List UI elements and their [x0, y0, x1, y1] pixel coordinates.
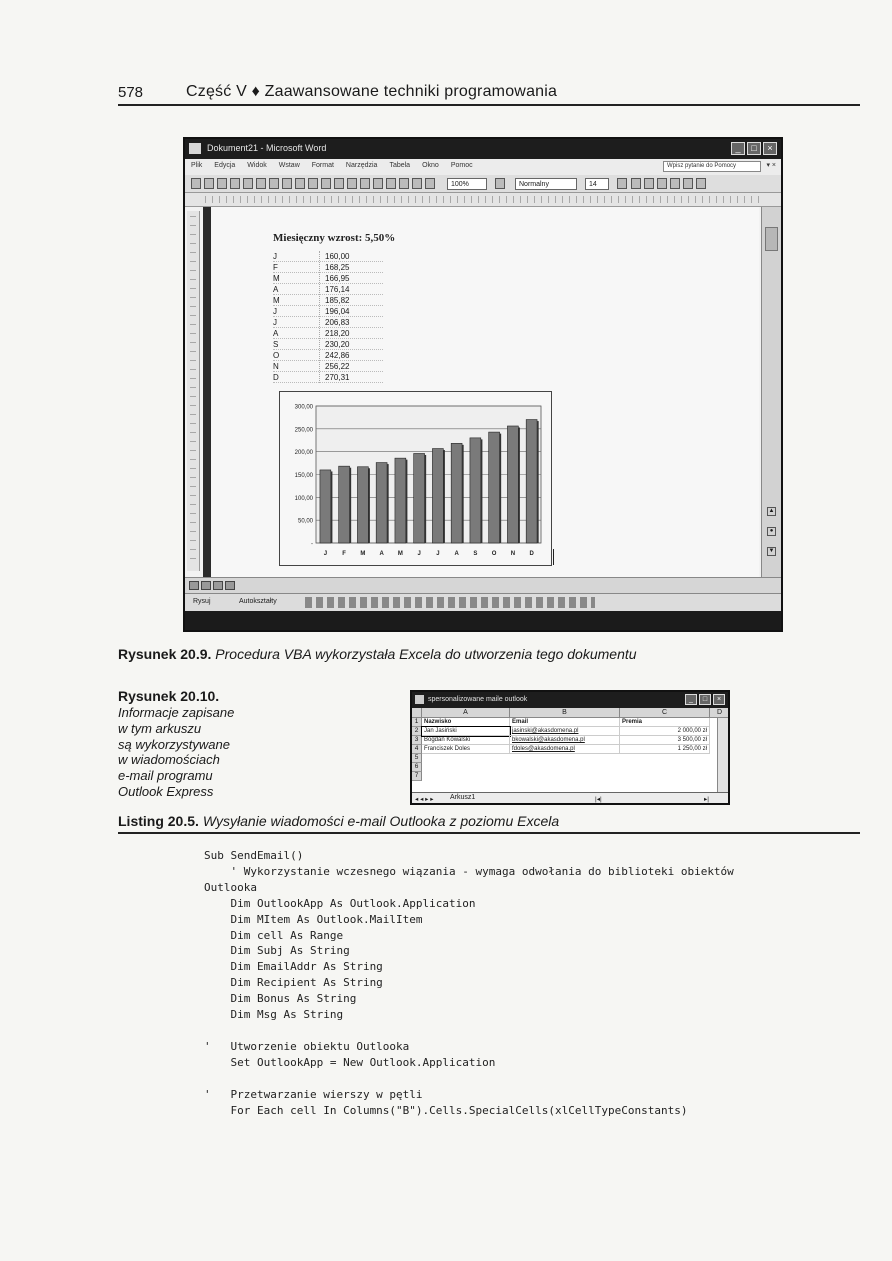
bar-shadow: [500, 434, 502, 543]
code-line: ' Przetwarzanie wierszy w pętli: [204, 1087, 423, 1101]
new-document-icon[interactable]: [191, 178, 201, 189]
normal-view-icon[interactable]: [189, 581, 199, 590]
month-value: 256,22: [325, 362, 350, 371]
x-tick-label: M: [360, 551, 366, 557]
y-tick-label: 50,00: [297, 518, 313, 525]
month-value: 270,31: [325, 373, 350, 382]
bar: [320, 470, 331, 543]
excel-window-title: spersonalizowane maile outlook: [428, 696, 528, 703]
scrollbar-thumb[interactable]: [765, 227, 778, 251]
menu-pomoc[interactable]: Pomoc: [450, 162, 473, 169]
word-window-screenshot: [183, 137, 783, 632]
code-line: Outlooka: [204, 880, 257, 894]
horizontal-ruler[interactable]: [185, 193, 781, 207]
month-value: 185,82: [325, 296, 350, 305]
document-area: [185, 207, 781, 577]
copy-icon[interactable]: [321, 178, 331, 189]
bar-shadow: [481, 439, 483, 543]
text-cursor: [553, 549, 554, 565]
month-value: 196,04: [325, 307, 350, 316]
row-header[interactable]: 7: [412, 772, 422, 781]
month-label: D: [273, 373, 279, 382]
research-icon[interactable]: [295, 178, 305, 189]
menu-okno[interactable]: Okno: [422, 162, 439, 169]
bar: [507, 426, 518, 543]
word-toolbar: [185, 175, 781, 193]
listing-title: [118, 813, 860, 834]
close-icon[interactable]: ×: [713, 694, 725, 705]
x-tick-label: J: [417, 551, 421, 557]
page-number: 578: [118, 84, 144, 101]
code-line: Dim OutlookApp As Outlook.Application: [204, 896, 476, 910]
help-question-field[interactable]: Wpisz pytanie do Pomocy: [663, 161, 761, 172]
reading-icon[interactable]: [495, 178, 505, 189]
month-label: F: [273, 263, 278, 272]
close-icon[interactable]: ×: [763, 142, 777, 155]
bar-chart[interactable]: [279, 391, 552, 566]
table-cell[interactable]: Bogdan Kowalski: [422, 736, 510, 745]
excel-app-icon: [415, 695, 424, 704]
x-tick-label: J: [436, 551, 440, 557]
menu-plik[interactable]: Plik: [191, 162, 203, 169]
word-title-bar: [185, 139, 781, 159]
listing-text: Wysyłanie wiadomości e-mail Outlooka z poziomu Excela: [202, 813, 560, 829]
bar-shadow: [368, 468, 370, 543]
permission-icon[interactable]: [230, 178, 240, 189]
side-caption-label: Rysunek 20.10.: [118, 688, 220, 704]
horizontal-scrollbar[interactable]: [185, 577, 781, 593]
numbering-icon[interactable]: [670, 178, 680, 189]
figure-caption-text: Procedura VBA wykorzystała Excela do utworzenia tego dokumentu: [215, 646, 637, 662]
bar-shadow: [331, 471, 333, 543]
horizontal-scroll-icon[interactable]: |◂|: [595, 796, 602, 803]
y-tick-label: 200,00: [294, 450, 313, 457]
listing-label: Listing 20.5.: [118, 813, 199, 829]
y-tick-label: 250,00: [294, 427, 313, 434]
month-label: N: [273, 362, 279, 371]
open-folder-icon[interactable]: [204, 178, 214, 189]
word-window-controls: [731, 142, 777, 155]
x-tick-label: A: [379, 551, 384, 557]
document-page[interactable]: [211, 207, 759, 577]
bar: [376, 463, 387, 543]
columns-icon[interactable]: [425, 178, 435, 189]
excel-title-bar: [412, 692, 728, 708]
bar-shadow: [350, 468, 352, 543]
draw-menu[interactable]: Rysuj: [193, 598, 211, 605]
maximize-icon[interactable]: □: [747, 142, 761, 155]
y-tick-label: 300,00: [294, 404, 313, 411]
excel-table-icon[interactable]: [412, 178, 422, 189]
cell-header-name[interactable]: Nazwisko: [422, 718, 510, 727]
column-header-d[interactable]: D: [710, 708, 730, 718]
word-status-bar: [185, 611, 781, 632]
bar: [451, 443, 462, 543]
side-caption-line: są wykorzystywane: [118, 736, 230, 752]
hyperlink-icon[interactable]: [386, 178, 396, 189]
excel-window-controls: [685, 694, 725, 705]
vertical-ruler[interactable]: [187, 211, 200, 571]
sheet-tab-arkusz1[interactable]: Arkusz1: [450, 794, 476, 801]
print-preview-icon[interactable]: [269, 178, 279, 189]
side-caption-line: w tym arkuszu: [118, 720, 202, 736]
align-right-icon[interactable]: [657, 178, 667, 189]
month-row: [273, 361, 383, 372]
redo-icon[interactable]: [373, 178, 383, 189]
y-tick-label: -: [311, 541, 313, 548]
minimize-icon[interactable]: _: [685, 694, 697, 705]
month-value: 168,25: [325, 263, 350, 272]
y-tick-label: 150,00: [294, 473, 313, 479]
select-all-corner[interactable]: [412, 708, 422, 718]
drawing-toolbar: [185, 593, 781, 611]
font-size-select[interactable]: 14: [585, 178, 609, 190]
month-value: 166,95: [325, 274, 350, 283]
align-left-icon[interactable]: [631, 178, 641, 189]
maximize-icon[interactable]: □: [699, 694, 711, 705]
month-row: [273, 284, 383, 295]
bold-icon[interactable]: [617, 178, 627, 189]
code-line: Dim Msg As String: [204, 1008, 344, 1022]
bullets-icon[interactable]: [683, 178, 693, 189]
code-line: Dim Bonus As String: [204, 992, 357, 1006]
excel-vertical-scrollbar[interactable]: [717, 718, 728, 792]
monthly-growth-heading: Miesięczny wzrost: 5,50%: [273, 232, 396, 244]
month-label: J: [273, 252, 277, 261]
vertical-ruler-ticks: [190, 216, 196, 566]
side-caption: [118, 688, 308, 800]
bar-shadow: [443, 450, 445, 543]
x-tick-label: F: [342, 551, 346, 557]
month-row: [273, 262, 383, 273]
cut-icon[interactable]: [308, 178, 318, 189]
code-line: Dim EmailAddr As String: [204, 960, 383, 974]
menu-edycja[interactable]: Edycja: [214, 162, 236, 169]
month-value: 242,86: [325, 351, 350, 360]
word-menu-bar: [185, 159, 781, 175]
x-tick-label: A: [454, 551, 459, 557]
code-line: Sub SendEmail(): [204, 849, 304, 862]
save-icon[interactable]: [217, 178, 227, 189]
table-cell[interactable]: 2 000,00 zł: [620, 727, 710, 736]
month-row: [273, 306, 383, 317]
menu-wstaw[interactable]: Wstaw: [278, 162, 300, 169]
month-label: J: [273, 307, 277, 316]
code-listing: [204, 848, 734, 1118]
word-app-icon: [189, 143, 201, 154]
bar: [432, 449, 443, 543]
month-label: S: [273, 340, 279, 349]
row-header[interactable]: 2: [412, 727, 422, 736]
table-cell-email[interactable]: jasinski@akasdomena.pl: [510, 727, 620, 736]
month-label: A: [273, 329, 279, 338]
bar: [526, 420, 537, 543]
months-table: [273, 251, 383, 383]
code-line: ' Utworzenie obiektu Outlooka: [204, 1039, 410, 1053]
month-label: M: [273, 296, 280, 305]
row-header[interactable]: 1: [412, 718, 422, 727]
minimize-icon[interactable]: _: [731, 142, 745, 155]
column-header-c[interactable]: C: [620, 708, 710, 718]
spreadsheet-grid[interactable]: [412, 708, 728, 792]
row-header[interactable]: 4: [412, 745, 422, 754]
month-value: 230,20: [325, 340, 350, 349]
table-cell[interactable]: 1 250,00 zł: [620, 745, 710, 754]
style-select[interactable]: Normalny: [515, 178, 577, 190]
chart-svg: [280, 392, 551, 565]
bar-shadow: [425, 455, 427, 543]
column-header-a[interactable]: A: [422, 708, 510, 718]
word-window-title: Dokument21 - Microsoft Word: [207, 143, 327, 153]
running-head: Część V ♦ Zaawansowane techniki programowania: [186, 83, 558, 100]
bar-shadow: [387, 464, 389, 543]
side-caption-line: e-mail programu: [118, 768, 213, 784]
format-painter-icon[interactable]: [347, 178, 357, 189]
month-row: [273, 328, 383, 339]
menu-close-icon[interactable]: ▾ ×: [766, 162, 776, 169]
zoom-select[interactable]: 100%: [447, 178, 487, 190]
x-tick-label: N: [510, 551, 516, 557]
code-line: For Each cell In Columns("B").Cells.SpecialCells(xlCellTypeConstants): [204, 1103, 688, 1117]
month-row: [273, 295, 383, 306]
month-row: [273, 339, 383, 350]
bar-shadow: [406, 460, 408, 543]
table-cell[interactable]: Jan Jasiński: [422, 727, 510, 736]
figure-caption: [118, 646, 637, 662]
code-line: ' Wykorzystanie wczesnego wiązania - wymaga odwołania do biblioteki obiektów: [204, 864, 734, 878]
horizontal-scroll-right-icon[interactable]: ▸|: [704, 796, 709, 803]
bar: [339, 466, 350, 543]
month-row: [273, 350, 383, 361]
vertical-scrollbar[interactable]: [761, 207, 781, 577]
print-icon[interactable]: [256, 178, 266, 189]
figure-caption-label: Rysunek 20.9.: [118, 646, 212, 662]
menu-widok[interactable]: Widok: [247, 162, 267, 169]
x-tick-label: M: [397, 551, 403, 557]
month-row: [273, 372, 383, 383]
side-caption-line: Informacje zapisane: [118, 705, 235, 720]
x-tick-label: J: [323, 551, 328, 557]
indent-icon[interactable]: [696, 178, 706, 189]
sheet-nav-icon[interactable]: ◂ ◂ ▸ ▸: [415, 796, 434, 803]
code-line: Dim cell As Range: [204, 928, 344, 942]
ruler-ticks: [205, 196, 763, 203]
sheet-tabs-bar: [412, 792, 728, 805]
month-label: M: [273, 274, 280, 283]
scroll-up-icon[interactable]: ▲: [768, 508, 775, 514]
bar: [414, 453, 425, 543]
row-header[interactable]: 6: [412, 763, 422, 772]
page-gutter: [203, 207, 211, 577]
web-view-icon[interactable]: [201, 581, 211, 590]
table-cell[interactable]: Franciszek Doles: [422, 745, 510, 754]
month-row: [273, 317, 383, 328]
cell-header-email[interactable]: Email: [510, 718, 620, 727]
code-line: [204, 1071, 734, 1087]
spelling-icon[interactable]: [282, 178, 292, 189]
row-header[interactable]: 5: [412, 754, 422, 763]
table-cell[interactable]: 3 500,00 zł: [620, 736, 710, 745]
table-column-divider: [319, 251, 320, 383]
cell-header-bonus[interactable]: Premia: [620, 718, 710, 727]
x-tick-label: O: [491, 551, 497, 557]
column-header-b[interactable]: B: [510, 708, 620, 718]
bar: [357, 467, 368, 543]
bar-shadow: [462, 445, 464, 543]
side-caption-line: Outlook Express: [118, 783, 214, 799]
code-line: Dim MItem As Outlook.MailItem: [204, 912, 423, 926]
side-caption-line: w wiadomościach: [118, 752, 220, 768]
undo-icon[interactable]: [360, 178, 370, 189]
print-view-icon[interactable]: [213, 581, 223, 590]
code-line: Set OutlookApp = New Outlook.Application: [204, 1055, 496, 1069]
code-line: Dim Recipient As String: [204, 976, 383, 990]
month-row: [273, 251, 383, 262]
month-value: 160,00: [325, 252, 350, 261]
table-cell-email[interactable]: fdoles@akasdomena.pl: [510, 745, 620, 754]
bar-shadow: [518, 427, 520, 543]
browse-object-icon[interactable]: ●: [767, 527, 776, 536]
x-tick-label: D: [529, 551, 534, 557]
x-tick-label: S: [473, 551, 478, 557]
paste-icon[interactable]: [334, 178, 344, 189]
y-tick-label: 100,00: [294, 495, 313, 502]
outline-view-icon[interactable]: [225, 581, 235, 590]
month-label: J: [273, 318, 277, 327]
table-cell-email[interactable]: bkowalski@akasdomena.pl: [510, 736, 620, 745]
table-icon[interactable]: [399, 178, 409, 189]
month-value: 206,83: [325, 318, 350, 327]
align-center-icon[interactable]: [644, 178, 654, 189]
bar: [470, 438, 481, 543]
bar-shadow: [537, 421, 539, 543]
month-value: 176,14: [325, 285, 350, 294]
code-line: [204, 1023, 734, 1039]
menu-narzedzia[interactable]: Narzędzia: [345, 162, 378, 169]
month-row: [273, 273, 383, 284]
bar: [395, 458, 406, 543]
email-icon[interactable]: [243, 178, 253, 189]
code-line: Dim Subj As String: [204, 944, 350, 958]
excel-window-screenshot: [410, 690, 730, 805]
month-label: A: [273, 285, 279, 294]
month-value: 218,20: [325, 329, 350, 338]
scroll-down-icon[interactable]: ▼: [768, 548, 775, 554]
menu-tabela[interactable]: Tabela: [389, 162, 411, 169]
row-header[interactable]: 3: [412, 736, 422, 745]
drawing-tool-icons[interactable]: [305, 597, 595, 608]
bar: [489, 432, 500, 543]
page-header: [118, 80, 860, 106]
month-label: O: [273, 351, 280, 360]
menu-format[interactable]: Format: [311, 162, 334, 169]
autoshapes-menu[interactable]: Autokształty: [239, 598, 277, 605]
